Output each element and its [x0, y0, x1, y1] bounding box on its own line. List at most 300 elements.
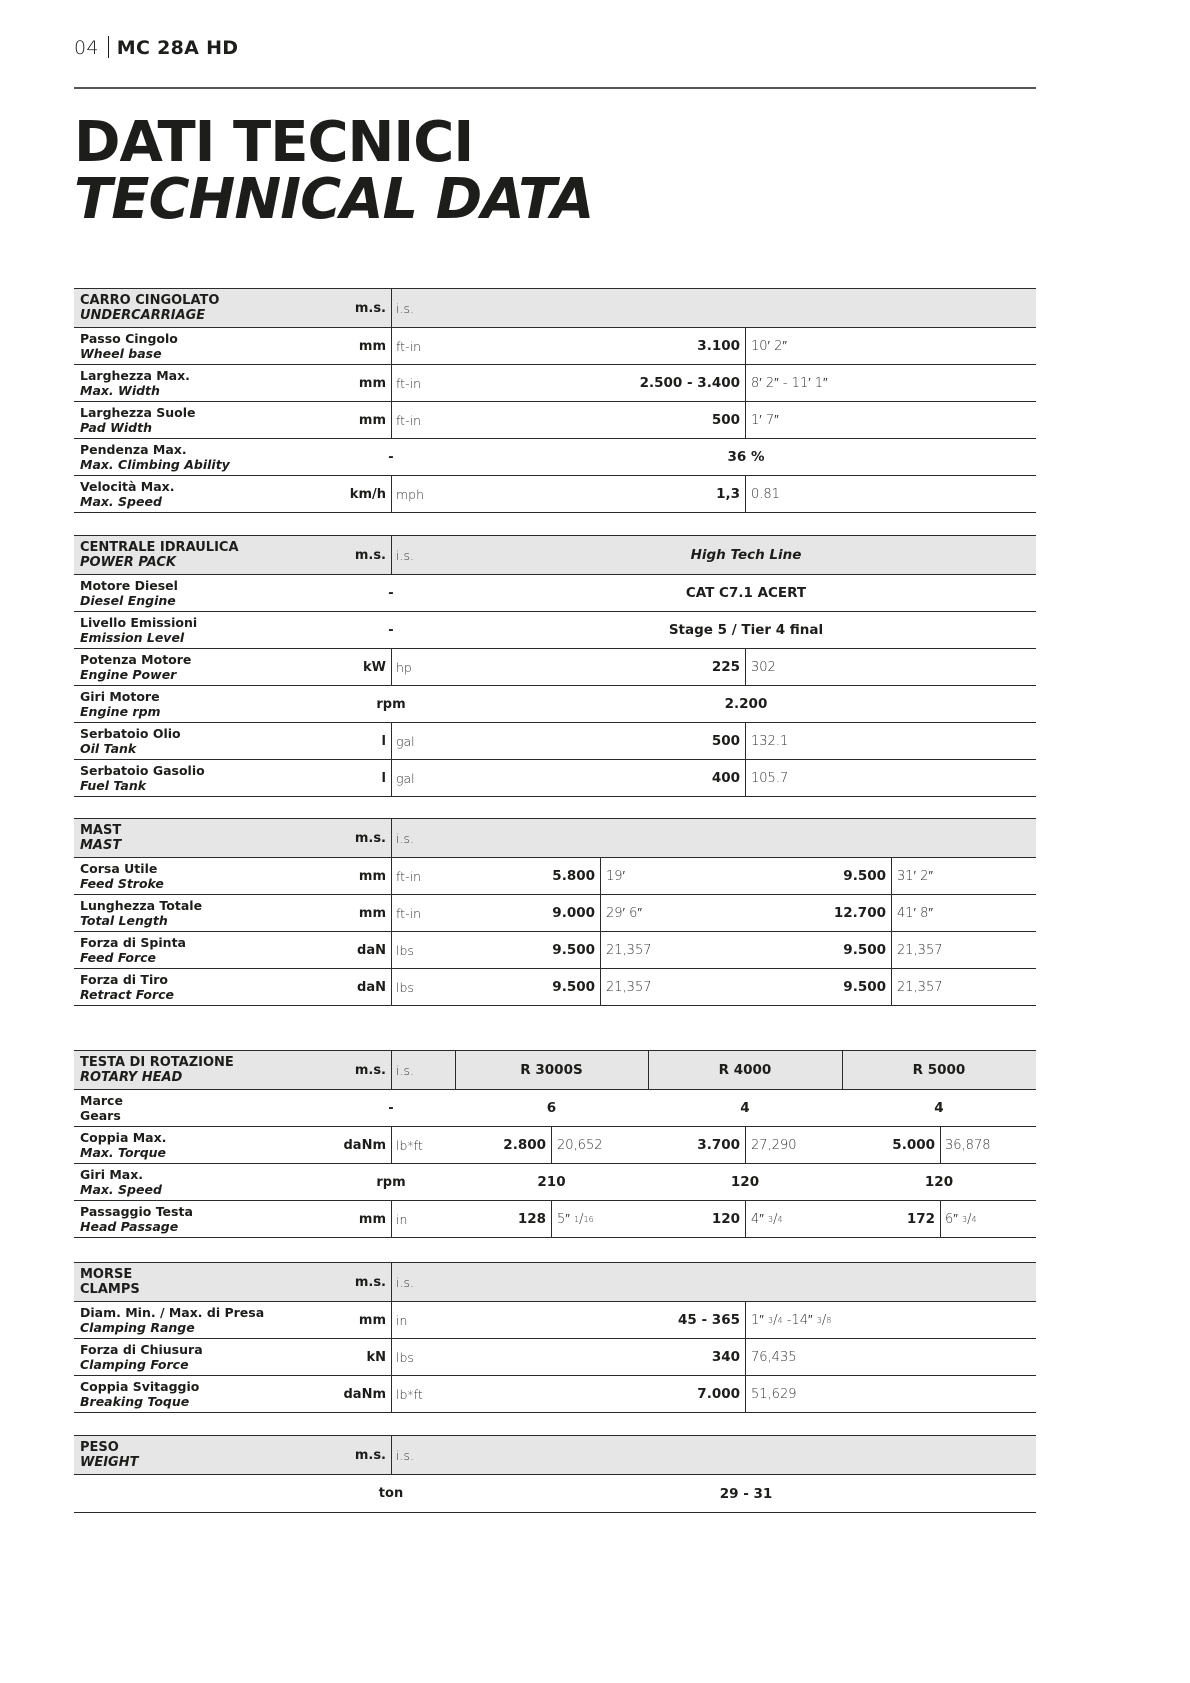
label-english: Breaking Toque: [80, 1394, 190, 1409]
section-header: [74, 818, 1036, 858]
label-italian: MORSE: [80, 1267, 133, 1282]
label-italian: Passaggio Testa: [80, 1204, 193, 1219]
row-label: [80, 331, 178, 361]
column-divider: [745, 402, 746, 438]
label-english: Fuel Tank: [80, 778, 147, 793]
model-name: MC 28A HD: [116, 37, 239, 59]
unit-ms: mm: [358, 1211, 386, 1227]
table-row: [74, 1090, 1036, 1127]
label-italian: Serbatoio Olio: [80, 726, 181, 741]
unit-is: lbs: [396, 942, 414, 958]
table-row: [74, 686, 1036, 723]
header-rule: [74, 87, 1036, 89]
row-label: [80, 898, 202, 928]
column-divider: [391, 649, 392, 685]
value-ms: 340: [711, 1349, 740, 1365]
fraction-part: 3: [768, 1214, 774, 1224]
value-combined: 2.200: [724, 696, 768, 712]
column-divider: [745, 1339, 746, 1375]
section-undercarriage: [74, 288, 1036, 513]
column-divider: [391, 402, 392, 438]
value-1-ms: 9.500: [552, 942, 595, 958]
value-is: 36,878: [945, 1137, 991, 1153]
unit-ms: l: [381, 770, 386, 786]
column-divider: [600, 858, 601, 894]
value-2-ms: 9.500: [843, 979, 886, 995]
label-italian: Coppia Svitaggio: [80, 1379, 200, 1394]
label-italian: CLAMPS: [80, 1282, 140, 1297]
value-is: 51,629: [751, 1386, 797, 1402]
row-label: [80, 689, 161, 719]
table-row: [74, 365, 1036, 402]
row-label: [80, 726, 181, 756]
is-label: i.s.: [396, 1274, 414, 1290]
column-divider: [551, 1127, 552, 1163]
label-english: Max. Speed: [80, 494, 162, 509]
fraction-part: 5″: [557, 1212, 570, 1227]
label-italian: Potenza Motore: [80, 652, 192, 667]
unit-is: gal: [396, 733, 415, 749]
label-english: Head Passage: [80, 1219, 179, 1234]
column-divider: [391, 1201, 392, 1237]
unit-combined: -: [388, 449, 394, 465]
unit-ms: mm: [358, 338, 386, 354]
column-divider: [391, 1051, 392, 1089]
table-row: [74, 969, 1036, 1006]
column-divider: [391, 1436, 392, 1474]
section-title: [80, 540, 239, 570]
table-row: [74, 760, 1036, 797]
label-italian: Forza di Tiro: [80, 972, 168, 987]
unit-is: ft-in: [396, 905, 421, 921]
unit-ms: km/h: [349, 486, 386, 502]
label-english: Max. Climbing Ability: [80, 457, 230, 472]
column-divider: [391, 289, 392, 327]
label-english: MAST: [80, 838, 122, 853]
label-italian: TESTA DI ROTAZIONE: [80, 1055, 234, 1070]
section-header: [74, 535, 1036, 575]
value-ms: 225: [711, 659, 740, 675]
fraction-part: 4: [777, 1315, 783, 1325]
value-ms: 400: [711, 770, 740, 786]
label-italian: Larghezza Suole: [80, 405, 196, 420]
label-english: Pad Width: [80, 420, 152, 435]
unit-is: ft-in: [396, 338, 421, 354]
label-italian: Livello Emissioni: [80, 615, 198, 630]
label-english: POWER PACK: [80, 555, 176, 570]
label-italian: CENTRALE IDRAULICA: [80, 540, 239, 555]
page-title-italian: DATI TECNICI: [74, 110, 474, 175]
column-divider: [391, 365, 392, 401]
label-italian: Lunghezza Totale: [80, 898, 203, 913]
table-row: [74, 1302, 1036, 1339]
value-r3000s: 6: [546, 1100, 557, 1116]
fraction-part: 4: [777, 1214, 783, 1224]
value-is: 20,652: [557, 1137, 603, 1153]
label-italian: MAST: [80, 823, 122, 838]
header-separator: [108, 36, 109, 58]
label-italian: Larghezza Max.: [80, 368, 190, 383]
label-italian: Giri Motore: [80, 689, 160, 704]
value-ms: 500: [711, 733, 740, 749]
table-row: [74, 1201, 1036, 1238]
row-label: [80, 1130, 166, 1160]
label-italian: CARRO CINGOLATO: [80, 293, 220, 308]
column-divider: [391, 760, 392, 796]
is-label: i.s.: [396, 1062, 414, 1078]
value-combined: 36 %: [727, 449, 765, 465]
column-divider: [745, 649, 746, 685]
row-label: [80, 1093, 123, 1123]
value-ms: 3.100: [697, 338, 740, 354]
fraction-part: 3: [768, 1315, 774, 1325]
fraction-part: 14″: [791, 1313, 813, 1328]
value-is: 76,435: [751, 1349, 797, 1365]
label-english: Feed Stroke: [80, 876, 164, 891]
value-is: 10′ 2″: [751, 339, 787, 354]
unit-combined: -: [388, 585, 394, 601]
label-italian: Coppia Max.: [80, 1130, 167, 1145]
label-english: Engine Power: [80, 667, 177, 682]
column-divider: [391, 932, 392, 968]
column-divider: [745, 328, 746, 364]
value-is: 8′ 2″ - 11′ 1″: [751, 376, 828, 391]
label-italian: Forza di Spinta: [80, 935, 186, 950]
table-row: [74, 895, 1036, 932]
label-english: Wheel base: [80, 346, 162, 361]
column-divider: [391, 858, 392, 894]
label-english: Diesel Engine: [80, 593, 176, 608]
value-ms: 2.800: [503, 1137, 546, 1153]
column-divider: [891, 858, 892, 894]
value-is: 27,290: [751, 1137, 797, 1153]
model-column-header: R 4000: [718, 1062, 772, 1078]
column-divider: [891, 969, 892, 1005]
unit-is: ft-in: [396, 375, 421, 391]
table-row: [74, 328, 1036, 365]
column-divider: [940, 1201, 941, 1237]
label-english: Clamping Range: [80, 1320, 195, 1335]
value-2-is: 31′ 2″: [897, 869, 933, 884]
column-divider: [391, 1127, 392, 1163]
unit-combined: rpm: [376, 1174, 406, 1190]
label-italian: PESO: [80, 1440, 119, 1455]
label-italian: Pendenza Max.: [80, 442, 187, 457]
value-r5000: 4: [934, 1100, 944, 1116]
column-divider: [600, 969, 601, 1005]
label-english: Engine rpm: [80, 704, 161, 719]
value-1-is: 21,357: [606, 942, 652, 958]
unit-is: ft-in: [396, 868, 421, 884]
value-combined: Stage 5 / Tier 4 final: [668, 622, 824, 638]
unit-is: lbs: [396, 1349, 414, 1365]
column-divider: [745, 723, 746, 759]
column-divider: [745, 1302, 746, 1338]
label-italian: Marce: [80, 1093, 123, 1108]
column-divider: [745, 1376, 746, 1412]
value-r4000: 4: [740, 1100, 750, 1116]
column-divider: [551, 1201, 552, 1237]
column-divider: [940, 1127, 941, 1163]
table-row: [74, 402, 1036, 439]
ms-label: m.s.: [354, 830, 386, 846]
section-power-pack: [74, 535, 1036, 797]
value-is: 5″ 1 / 16: [557, 1211, 594, 1227]
unit-ms: mm: [358, 1312, 386, 1328]
value-1-ms: 9.500: [552, 979, 595, 995]
column-divider: [891, 932, 892, 968]
value-ms: 3.700: [697, 1137, 740, 1153]
value-ms: 128: [517, 1211, 546, 1227]
column-divider: [600, 932, 601, 968]
is-label: i.s.: [396, 1447, 414, 1463]
fraction-part: 8: [826, 1315, 832, 1325]
column-divider: [391, 895, 392, 931]
unit-is: lbs: [396, 979, 414, 995]
value-is: 4″ 3 / 4: [751, 1211, 783, 1227]
unit-ms: daNm: [343, 1137, 386, 1153]
column-divider: [745, 760, 746, 796]
label-english: Emission Level: [80, 630, 185, 645]
column-divider: [745, 476, 746, 512]
label-english: Max. Speed: [80, 1182, 162, 1197]
value-ms: 1,3: [716, 486, 740, 502]
value-1-is: 19′: [606, 869, 625, 884]
column-divider: [891, 895, 892, 931]
value-r3000s: 210: [537, 1174, 566, 1190]
value-2-ms: 12.700: [833, 905, 886, 921]
column-divider: [391, 1302, 392, 1338]
value-1-ms: 9.000: [552, 905, 595, 921]
label-italian: Giri Max.: [80, 1167, 144, 1182]
column-divider: [391, 723, 392, 759]
unit-is: hp: [396, 659, 412, 675]
section-title: [80, 1440, 138, 1470]
unit-combined: rpm: [376, 696, 406, 712]
value-combined: CAT C7.1 ACERT: [685, 585, 807, 601]
label-italian: Velocità Max.: [80, 479, 175, 494]
row-label: [80, 972, 174, 1002]
section-mast: [74, 818, 1036, 1006]
fraction-part: 3: [816, 1315, 822, 1325]
column-divider: [745, 1201, 746, 1237]
row-label: [80, 1167, 162, 1197]
unit-ms: mm: [358, 905, 386, 921]
row-label: [80, 652, 191, 682]
unit-combined: -: [388, 1100, 394, 1116]
section-rotary-head: [74, 1050, 1036, 1238]
value-ms: 7.000: [697, 1386, 740, 1402]
section-weight: [74, 1435, 1036, 1513]
value-1-is: 29′ 6″: [606, 906, 642, 921]
section-title: [80, 293, 219, 323]
section-clamps: [74, 1262, 1036, 1413]
label-italian: Corsa Utile: [80, 861, 158, 876]
value-1-ms: 5.800: [552, 868, 595, 884]
unit-ms: mm: [358, 868, 386, 884]
fraction-part: 4: [971, 1214, 977, 1224]
value-ms: 45 - 365: [678, 1312, 740, 1328]
row-label: [80, 1305, 264, 1335]
label-italian: Motore Diesel: [80, 578, 178, 593]
page-number: 04: [74, 37, 99, 59]
unit-ms: mm: [358, 412, 386, 428]
label-english: WEIGHT: [80, 1455, 139, 1470]
fraction-part: 4″: [751, 1212, 764, 1227]
table-row: [74, 575, 1036, 612]
unit-combined: ton: [378, 1486, 404, 1501]
ms-label: m.s.: [354, 300, 386, 316]
value-r4000: 120: [730, 1174, 760, 1190]
column-divider: [391, 819, 392, 857]
section-title: [80, 823, 121, 853]
is-label: i.s.: [396, 547, 414, 563]
unit-is: in: [396, 1211, 408, 1227]
value-combined: 29 - 31: [719, 1485, 773, 1502]
unit-is: gal: [396, 770, 415, 786]
unit-ms: daNm: [343, 1386, 386, 1402]
section-title: [80, 1055, 234, 1085]
unit-combined: -: [388, 622, 394, 638]
table-row: [74, 858, 1036, 895]
table-row: [74, 723, 1036, 760]
label-english: Oil Tank: [80, 741, 137, 756]
table-row: [74, 1376, 1036, 1413]
row-label: [80, 405, 195, 435]
label-english: Clamping Force: [80, 1357, 189, 1372]
fraction-part: 16: [583, 1214, 594, 1224]
ms-label: m.s.: [354, 1447, 386, 1463]
page-header: [74, 36, 238, 59]
section-title: [80, 1267, 140, 1297]
label-english: Feed Force: [80, 950, 157, 965]
value-is: 105.7: [751, 770, 789, 786]
ms-label: m.s.: [354, 1274, 386, 1290]
table-row: [74, 612, 1036, 649]
page-title-english: TECHNICAL DATA: [74, 167, 594, 232]
value-2-ms: 9.500: [843, 942, 886, 958]
model-column-header: R 5000: [912, 1062, 966, 1078]
label-english: Retract Force: [80, 987, 175, 1002]
table-row: [74, 1127, 1036, 1164]
label-italian: Forza di Chiusura: [80, 1342, 203, 1357]
row-label: [80, 578, 178, 608]
column-divider: [600, 895, 601, 931]
unit-is: mph: [396, 486, 425, 502]
unit-ms: kN: [366, 1349, 386, 1365]
unit-ms: daN: [357, 942, 386, 958]
value-2-ms: 9.500: [843, 868, 886, 884]
column-divider: [745, 365, 746, 401]
unit-ms: kW: [363, 659, 386, 675]
column-divider: [745, 1127, 746, 1163]
table-row: [74, 932, 1036, 969]
row-label: [80, 1204, 193, 1234]
unit-is: in: [396, 1312, 408, 1328]
value-is: 6″ 3 / 4: [945, 1211, 977, 1227]
column-divider: [391, 328, 392, 364]
value-2-is: 21,357: [897, 979, 943, 995]
column-divider: [391, 969, 392, 1005]
table-row: [74, 1475, 1036, 1513]
label-english: Max. Width: [80, 383, 160, 398]
table-row: [74, 1164, 1036, 1201]
fraction-part: 3: [962, 1214, 968, 1224]
label-italian: Gears: [80, 1108, 121, 1123]
unit-ms: l: [381, 733, 386, 749]
value-1-is: 21,357: [606, 979, 652, 995]
row-label: [80, 479, 174, 509]
is-label: i.s.: [396, 830, 414, 846]
fraction-part: 1″: [751, 1313, 764, 1328]
row-label: [80, 615, 197, 645]
fraction-part: 1: [574, 1214, 580, 1224]
value-2-is: 21,357: [897, 942, 943, 958]
ms-label: m.s.: [354, 547, 386, 563]
row-label: [80, 368, 190, 398]
label-english: Max. Torque: [80, 1145, 167, 1160]
is-label: i.s.: [396, 300, 414, 316]
value-is: 1″ 3 / 4 - 14″ 3 / 8: [751, 1312, 832, 1328]
row-label: [80, 442, 230, 472]
row-label: [80, 935, 186, 965]
product-line: High Tech Line: [690, 547, 802, 563]
value-is: 302: [751, 659, 776, 675]
label-english: Total Length: [80, 913, 168, 928]
table-row: [74, 439, 1036, 476]
section-header: [74, 1050, 1036, 1090]
unit-is: ft-in: [396, 412, 421, 428]
column-divider: [391, 1339, 392, 1375]
fraction-part: -: [786, 1312, 792, 1328]
label-italian: Serbatoio Gasolio: [80, 763, 205, 778]
row-label: [80, 861, 164, 891]
column-divider: [391, 476, 392, 512]
section-header: [74, 288, 1036, 328]
unit-is: lb*ft: [396, 1137, 423, 1153]
value-2-is: 41′ 8″: [897, 906, 933, 921]
value-ms: 172: [906, 1211, 935, 1227]
row-label: [80, 1379, 199, 1409]
column-divider: [391, 1263, 392, 1301]
row-label: [80, 1342, 203, 1372]
unit-is: lb*ft: [396, 1386, 423, 1402]
fraction-part: 6″: [945, 1212, 958, 1227]
value-ms: 500: [711, 412, 740, 428]
label-italian: Passo Cingolo: [80, 331, 178, 346]
section-header: [74, 1435, 1036, 1475]
ms-label: m.s.: [354, 1062, 386, 1078]
row-label: [80, 763, 205, 793]
table-row: [74, 476, 1036, 513]
column-divider: [391, 1376, 392, 1412]
table-row: [74, 649, 1036, 686]
label-english: ROTARY HEAD: [80, 1070, 183, 1085]
label-italian: Diam. Min. / Max. di Presa: [80, 1305, 265, 1320]
section-header: [74, 1262, 1036, 1302]
value-ms: 5.000: [892, 1137, 935, 1153]
value-r5000: 120: [924, 1174, 954, 1190]
label-english: UNDERCARRIAGE: [80, 308, 206, 323]
column-divider: [391, 536, 392, 574]
value-is: 0.81: [751, 486, 780, 502]
model-column-header: R 3000S: [520, 1062, 583, 1078]
value-is: 1′ 7″: [751, 413, 779, 428]
unit-ms: daN: [357, 979, 386, 995]
unit-ms: mm: [358, 375, 386, 391]
table-row: [74, 1339, 1036, 1376]
value-ms: 120: [711, 1211, 740, 1227]
